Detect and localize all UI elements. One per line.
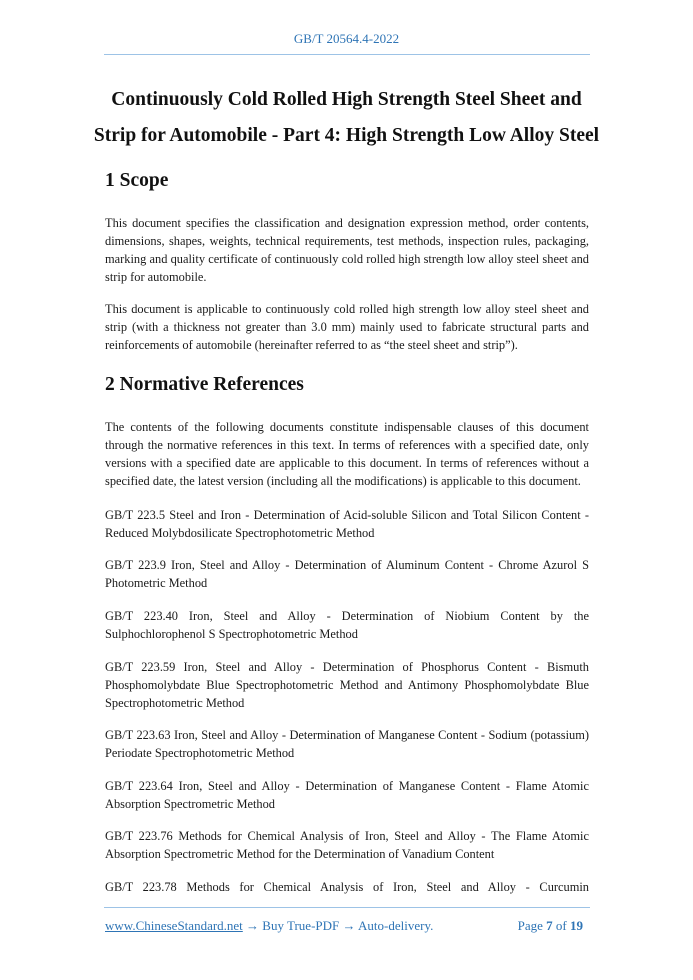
title-line-1: Continuously Cold Rolled High Strength Steel Sheet and xyxy=(111,89,582,110)
section-heading: 1 Scope xyxy=(105,170,169,191)
reference-text: GB/T 223.78 Methods for Chemical Analysis of Iron, Steel and Alloy - Curcumin xyxy=(105,880,589,894)
reference-text: GB/T 223.76 Methods for Chemical Analysis of Iron, Steel and Alloy - The Flame Atomic Absorption Spectrometric Method for the Determination of Vanadium Content xyxy=(105,829,589,861)
document-title xyxy=(90,82,603,154)
reference-text: GB/T 223.64 Iron, Steel and Alloy - Determination of Manganese Content - Flame Atomic Absorption Spectrometric Method xyxy=(105,779,589,811)
reference-text: GB/T 223.63 Iron, Steel and Alloy - Determination of Manganese Content - Sodium (potassium) Periodate Spectrophotometric Method xyxy=(105,728,589,760)
chinesestandard-link[interactable]: www.ChineseStandard.net xyxy=(105,918,243,933)
reference-item xyxy=(105,556,589,592)
arrow-right-icon: → xyxy=(246,918,260,933)
reference-text: GB/T 223.5 Steel and Iron - Determination of Acid-soluble Silicon and Total Silicon Content - Reduced Molybdosilicate Spectrophotometric Method xyxy=(105,508,589,540)
reference-item xyxy=(105,878,589,896)
reference-item xyxy=(105,777,589,813)
reference-text: GB/T 223.40 Iron, Steel and Alloy - Determination of Niobium Content by the Sulphochlorophenol S Spectrophotometric Method xyxy=(105,609,589,641)
reference-item xyxy=(105,607,589,643)
section-heading: 2 Normative References xyxy=(105,374,304,395)
running-header: GB/T 20564.4-2022 xyxy=(293,31,400,46)
current-page: 7 xyxy=(546,918,553,933)
reference-item xyxy=(105,658,589,712)
section-heading-scope xyxy=(105,170,589,192)
paragraph: The contents of the following documents constitute indispensable clauses of this document through the normative references in this text. In terms of references with a specified date, only versions with a specified date are applicable to this document. In terms of references without a specified date, the latest version (including all the modifications) is applicable to this document. xyxy=(105,420,589,488)
page-label: Page xyxy=(517,918,543,933)
of-label: of xyxy=(555,918,567,933)
title-line-2: Strip for Automobile - Part 4: High Strength Low Alloy Steel xyxy=(93,125,600,146)
section-heading-normative-references xyxy=(105,374,589,396)
arrow-right-icon: → xyxy=(342,918,356,933)
total-pages: 19 xyxy=(570,918,583,933)
buy-pdf-text: Buy True-PDF xyxy=(262,918,340,933)
paragraph: This document specifies the classification and designation expression method, order contents, dimensions, shapes, weights, technical requirements, test methods, inspection rules, packaging, marking and quality certificate of continuously cold rolled high strength low alloy steel sheet and strip for automobile. xyxy=(105,216,589,284)
paragraph: This document is applicable to continuously cold rolled high strength low alloy steel sheet and strip (with a thickness not greater than 3.0 mm) mainly used to fabricate structural parts and reinforcements of automobile (hereinafter referred to as “the steel sheet and strip”). xyxy=(105,302,589,352)
references-intro xyxy=(105,418,589,490)
reference-text: GB/T 223.9 Iron, Steel and Alloy - Determination of Aluminum Content - Chrome Azurol S Photometric Method xyxy=(105,558,589,590)
scope-paragraph-2 xyxy=(105,300,589,354)
auto-delivery-text: Auto-delivery. xyxy=(358,918,434,933)
footer-divider xyxy=(104,907,590,908)
reference-text: GB/T 223.59 Iron, Steel and Alloy - Determination of Phosphorus Content - Bismuth Phosphomolybdate Blue Spectrophotometric Method and Antimony Phosphomolybdate Blue Spectrophotometric Method xyxy=(105,660,589,710)
page-number xyxy=(518,918,583,934)
scope-paragraph-1 xyxy=(105,214,589,286)
reference-item xyxy=(105,827,589,863)
header-divider xyxy=(104,54,590,55)
reference-item xyxy=(105,506,589,542)
reference-item xyxy=(105,726,589,762)
page-footer xyxy=(105,918,589,934)
